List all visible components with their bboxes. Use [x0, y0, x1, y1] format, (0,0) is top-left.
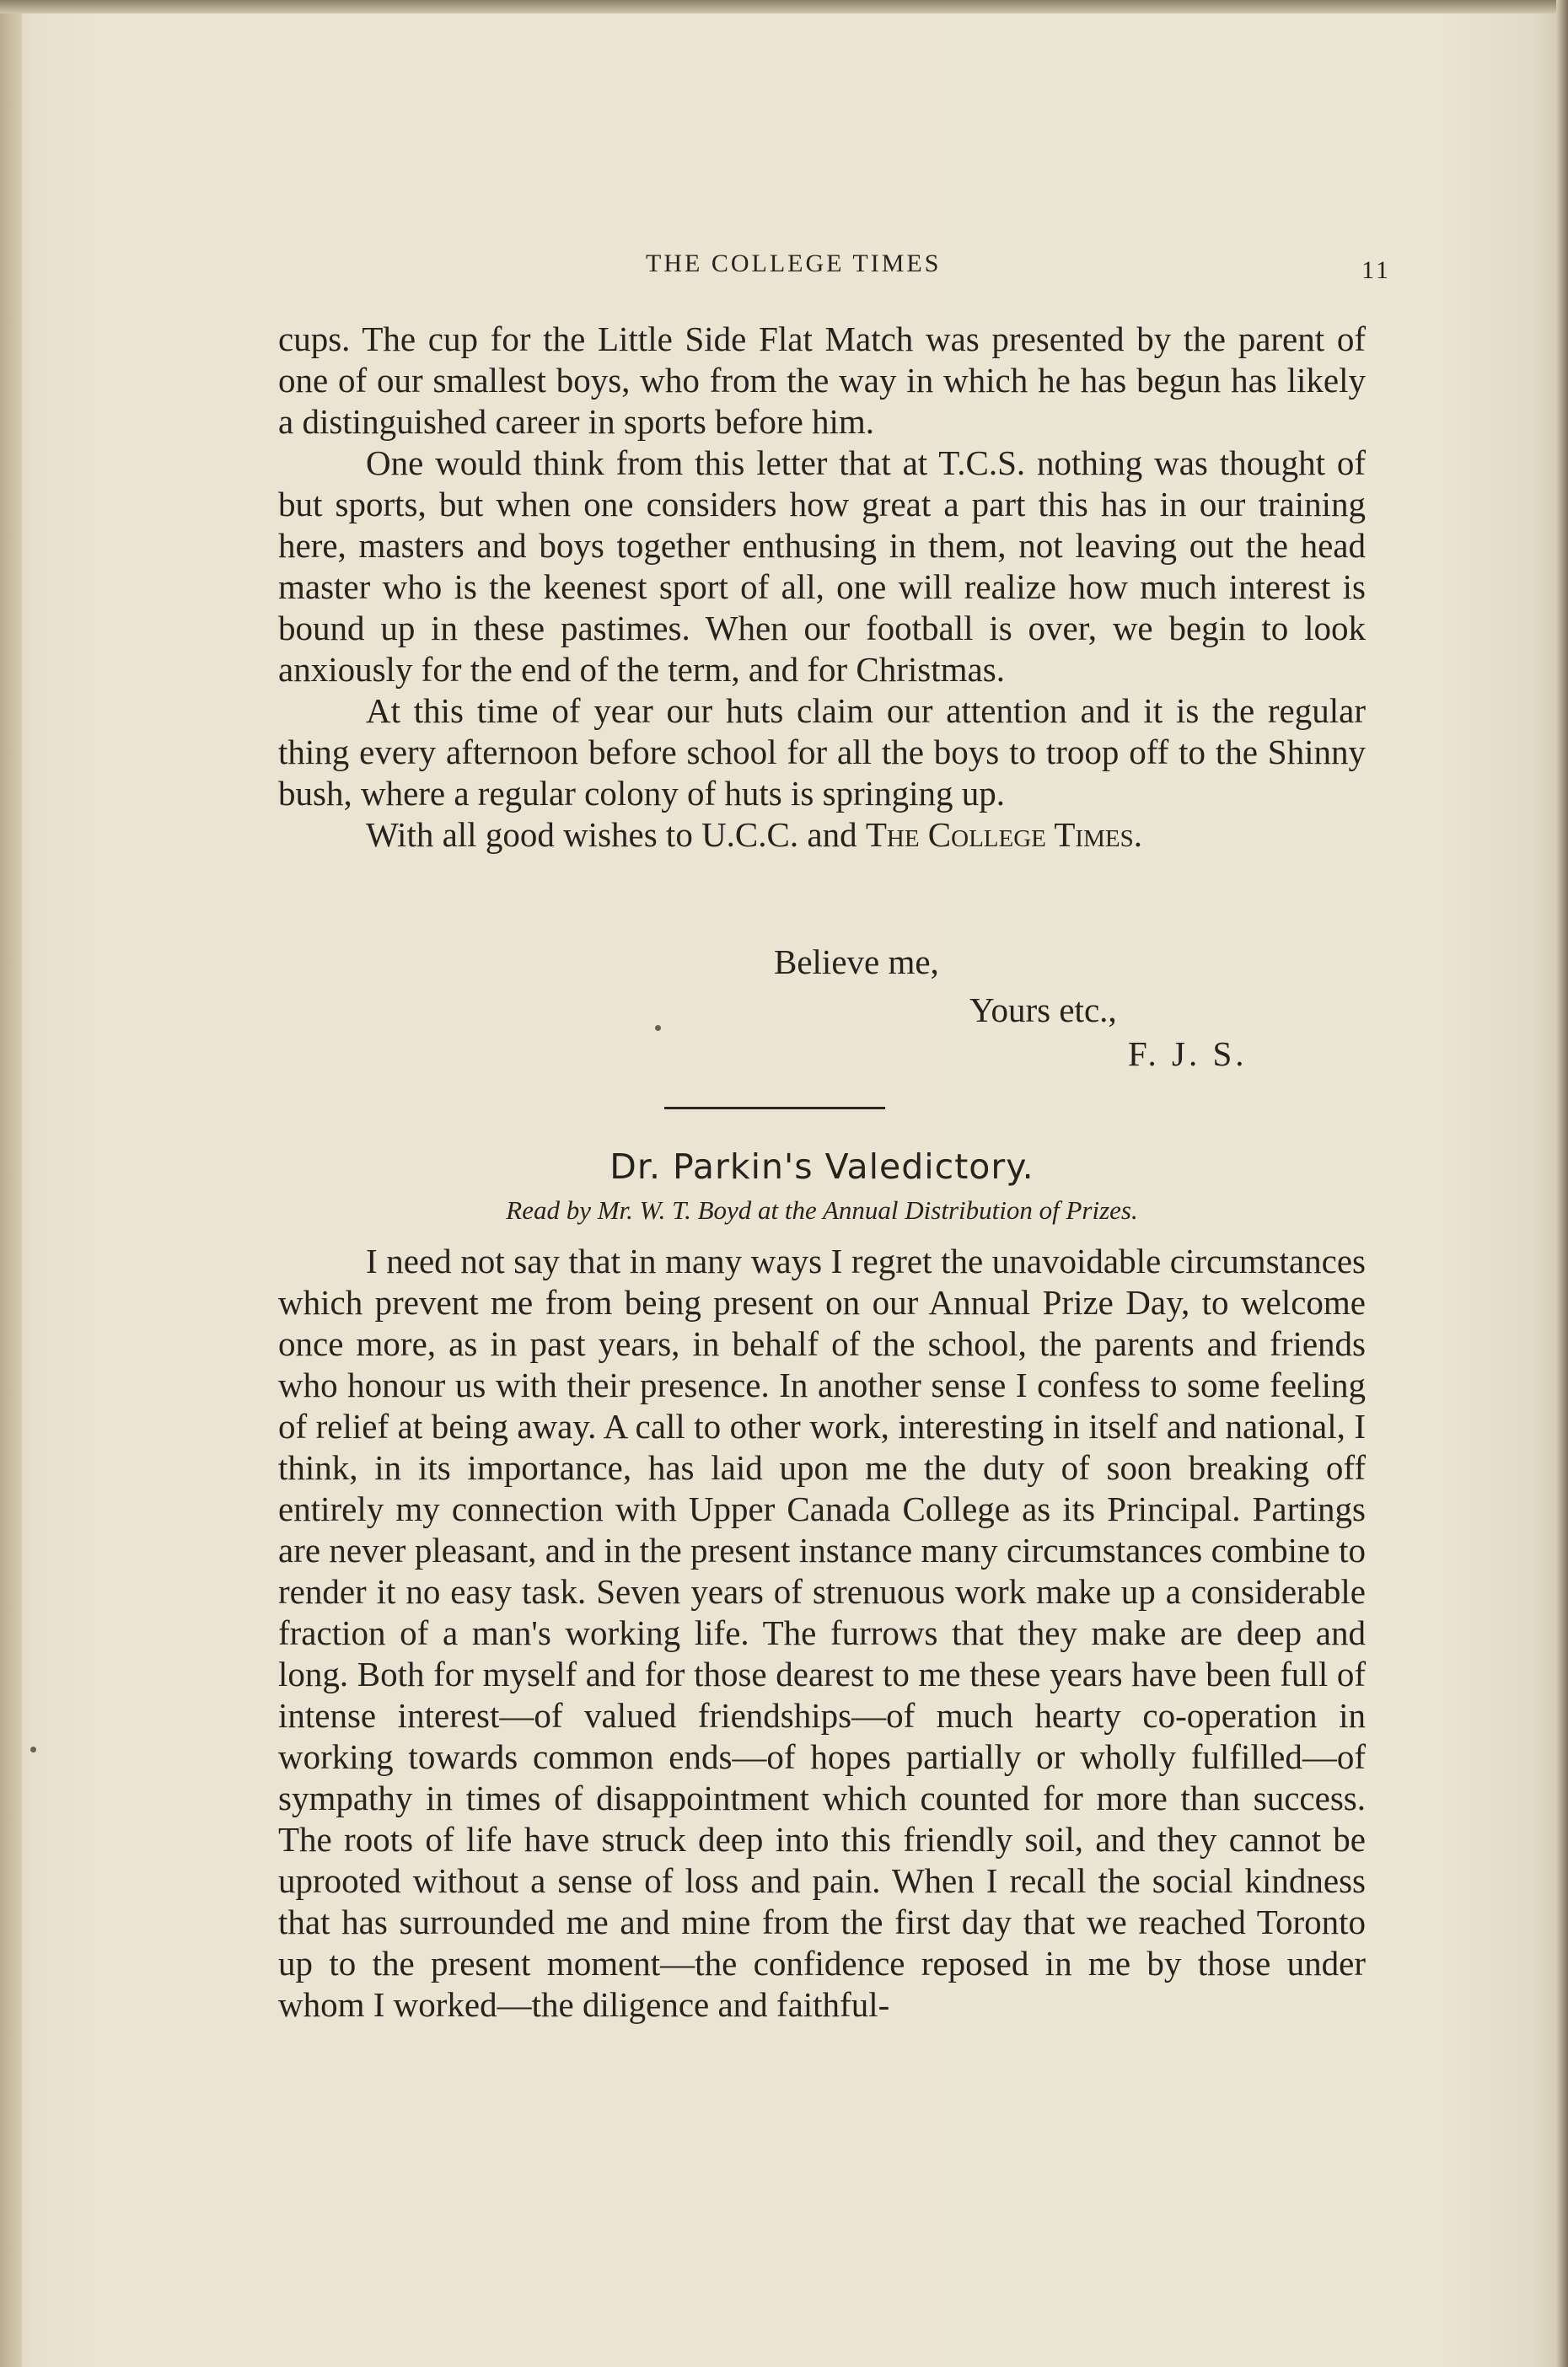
closing-yours: Yours etc., — [969, 990, 1117, 1029]
article-title: Dr. Parkin's Valedictory. — [609, 1146, 1034, 1187]
letter-signature: F. J. S. — [1128, 1034, 1248, 1073]
letter-paragraph: One would think from this letter that at T.C.S. nothing was thought of but sports, but when one considers how great a part this has in our training here, masters and boys together enthusing in them, not leaving out the head master who is the keenest sport of all, one will realize how much interest is bound up in these pastimes. When our football is over, we begin to look anxiously for the end of the term, and for Christmas. — [278, 443, 1366, 689]
page-number: 11 — [1361, 256, 1391, 284]
letter-paragraph: At this time of year our huts claim our attention and it is the regular thing every afternoon before school for all the boys to troop off to the Shinny bush, where a regular colony of huts is springing up. — [278, 691, 1366, 813]
valedictory-text — [278, 1241, 1366, 2026]
valedictory-paragraph: I need not say that in many ways I regret the unavoidable circumstances which prevent me from being present on our Annual Prize Day, to welcome once more, as in past years, in behalf of the school, the parents and friends who honour us with their presence. In another sense I confess to some feeling of relief at being away. A call to other work, interesting in itself and national, I think, in its importance, has laid upon me the duty of soon breaking off entirely my connection with Upper Canada College as its Principal. Partings are never pleasant, and in the present instance many circumstances combine to render it no easy task. Seven years of strenuous work make up a considerable fraction of a man's working life. The furrows that they make are deep and long. Both for myself and for those dearest to me these years have been full of intense interest—of valued friendships—of much hearty co-operation in working towards common ends—of hopes partially or wholly fulfilled—of sympathy in times of disappointment which counted for more than success. The roots of life have struck deep into this friendly soil, and they cannot be uprooted without a sense of loss and pain. When I recall the social kindness that has surrounded me and mine from the first day that we reached Toronto up to the present moment—the confidence reposed in me by those under whom I worked—the diligence and faithful- — [278, 1242, 1366, 2024]
binding-gutter — [0, 0, 22, 2367]
article-byline: Read by Mr. W. T. Boyd at the Annual Distribution of Prizes. — [506, 1195, 1138, 1225]
section-divider — [664, 1107, 885, 1109]
letter-paragraph: cups. The cup for the Little Side Flat Match was presented by the parent of one of our smallest boys, who from the way in which he has begun has likely a distinguished career in sports before him. — [278, 319, 1366, 441]
ink-speck — [30, 1747, 36, 1752]
page-right-edge — [1556, 0, 1568, 2367]
page-top-edge — [0, 0, 1568, 13]
closing-believe-me: Believe me, — [774, 942, 939, 981]
wishes-publication: The College Times. — [865, 815, 1142, 854]
wishes-text: With all good wishes to U.C.C. and — [366, 815, 857, 854]
letter-text — [278, 319, 1366, 856]
running-head — [278, 246, 1391, 288]
running-head-title: THE COLLEGE TIMES — [646, 250, 942, 277]
ink-speck — [655, 1025, 661, 1031]
letter-wishes — [278, 814, 1366, 856]
